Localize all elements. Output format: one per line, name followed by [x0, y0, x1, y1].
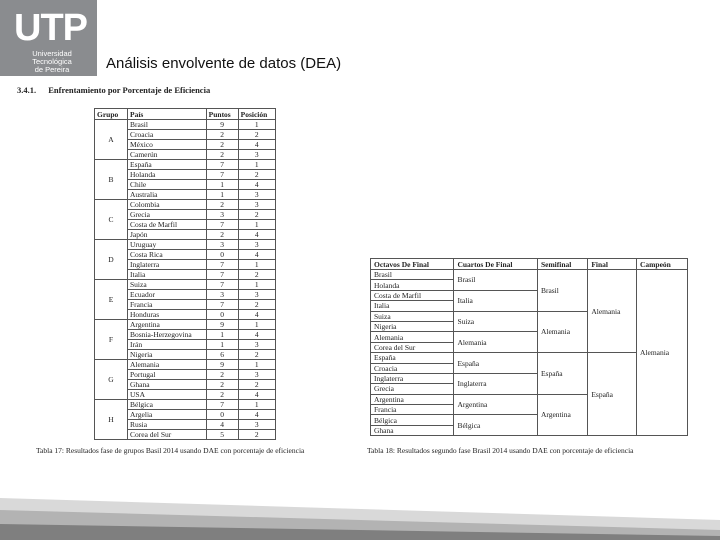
pais-cell: Argelia	[128, 410, 207, 420]
puntos-cell: 0	[206, 410, 238, 420]
puntos-cell: 1	[206, 180, 238, 190]
pais-cell: Irán	[128, 340, 207, 350]
posicion-cell: 2	[238, 170, 275, 180]
posicion-cell: 3	[238, 340, 275, 350]
posicion-cell: 1	[238, 220, 275, 230]
university-logo	[0, 0, 97, 76]
knockout-table	[370, 258, 688, 436]
pais-cell: Inglaterra	[128, 260, 207, 270]
octavos-cell: Nigeria	[371, 321, 454, 331]
posicion-cell: 4	[238, 330, 275, 340]
pais-cell: Italia	[128, 270, 207, 280]
pais-cell: Rusia	[128, 420, 207, 430]
puntos-cell: 3	[206, 240, 238, 250]
cuartos-cell: Inglaterra	[454, 373, 537, 394]
puntos-cell: 2	[206, 140, 238, 150]
posicion-cell: 3	[238, 290, 275, 300]
puntos-cell: 3	[206, 210, 238, 220]
posicion-cell: 2	[238, 430, 275, 440]
logo-mark: UTP	[14, 7, 87, 49]
header-final: Final	[588, 259, 637, 270]
puntos-cell: 9	[206, 120, 238, 130]
group-cell: E	[95, 280, 128, 320]
final-cell: Alemania	[588, 270, 637, 353]
puntos-cell: 3	[206, 290, 238, 300]
octavos-cell: Argentina	[371, 394, 454, 404]
header-cuartos: Cuartos De Final	[454, 259, 537, 270]
group-cell: B	[95, 160, 128, 200]
semifinal-cell: Brasil	[537, 270, 587, 312]
posicion-cell: 2	[238, 210, 275, 220]
table-row	[95, 280, 276, 290]
cuartos-cell: Bélgica	[454, 415, 537, 436]
puntos-cell: 7	[206, 270, 238, 280]
footer-decoration	[0, 480, 720, 540]
posicion-cell: 2	[238, 300, 275, 310]
posicion-cell: 4	[238, 230, 275, 240]
pais-cell: Honduras	[128, 310, 207, 320]
posicion-cell: 4	[238, 140, 275, 150]
puntos-cell: 2	[206, 130, 238, 140]
cuartos-cell: Argentina	[454, 394, 537, 415]
pais-cell: USA	[128, 390, 207, 400]
table-row	[95, 400, 276, 410]
posicion-cell: 3	[238, 370, 275, 380]
header-semifinal: Semifinal	[537, 259, 587, 270]
posicion-cell: 2	[238, 130, 275, 140]
cuartos-cell: Suiza	[454, 311, 537, 332]
puntos-cell: 2	[206, 370, 238, 380]
puntos-cell: 1	[206, 340, 238, 350]
posicion-cell: 4	[238, 180, 275, 190]
puntos-cell: 7	[206, 280, 238, 290]
table-row	[95, 200, 276, 210]
octavos-cell: Alemania	[371, 332, 454, 342]
pais-cell: Portugal	[128, 370, 207, 380]
puntos-cell: 2	[206, 380, 238, 390]
posicion-cell: 3	[238, 150, 275, 160]
octavos-cell: Francia	[371, 405, 454, 415]
pais-cell: Camerún	[128, 150, 207, 160]
pais-cell: Alemania	[128, 360, 207, 370]
posicion-cell: 1	[238, 360, 275, 370]
posicion-cell: 1	[238, 320, 275, 330]
table-row	[95, 360, 276, 370]
section-title: Enfrentamiento por Porcentaje de Eficiencia	[48, 85, 211, 95]
pais-cell: Suiza	[128, 280, 207, 290]
header-grupo: Grupo	[95, 109, 128, 120]
header-octavos: Octavos De Final	[371, 259, 454, 270]
puntos-cell: 1	[206, 190, 238, 200]
puntos-cell: 2	[206, 390, 238, 400]
posicion-cell: 2	[238, 270, 275, 280]
pais-cell: Corea del Sur	[128, 430, 207, 440]
table-row	[95, 160, 276, 170]
pais-cell: Brasil	[128, 120, 207, 130]
pais-cell: Ecuador	[128, 290, 207, 300]
puntos-cell: 7	[206, 400, 238, 410]
cuartos-cell: Italia	[454, 290, 537, 311]
posicion-cell: 2	[238, 380, 275, 390]
octavos-cell: Grecia	[371, 384, 454, 394]
semifinal-cell: Alemania	[537, 311, 587, 353]
octavos-cell: Inglaterra	[371, 373, 454, 383]
octavos-cell: Brasil	[371, 270, 454, 280]
posicion-cell: 4	[238, 310, 275, 320]
group-cell: A	[95, 120, 128, 160]
posicion-cell: 4	[238, 250, 275, 260]
posicion-cell: 2	[238, 350, 275, 360]
group-cell: H	[95, 400, 128, 440]
logo-subtitle-line2: de Pereira	[34, 65, 70, 74]
puntos-cell: 0	[206, 250, 238, 260]
group-cell: F	[95, 320, 128, 360]
puntos-cell: 7	[206, 170, 238, 180]
posicion-cell: 1	[238, 160, 275, 170]
posicion-cell: 3	[238, 420, 275, 430]
octavos-cell: Suiza	[371, 311, 454, 321]
pais-cell: México	[128, 140, 207, 150]
posicion-cell: 3	[238, 240, 275, 250]
logo-subtitle	[12, 50, 92, 74]
posicion-cell: 1	[238, 120, 275, 130]
puntos-cell: 9	[206, 320, 238, 330]
octavos-cell: Costa de Marfil	[371, 290, 454, 300]
puntos-cell: 7	[206, 220, 238, 230]
posicion-cell: 1	[238, 260, 275, 270]
header-posicion: Posición	[238, 109, 275, 120]
puntos-cell: 2	[206, 230, 238, 240]
cuartos-cell: Alemania	[454, 332, 537, 353]
pais-cell: Bélgica	[128, 400, 207, 410]
table-row	[95, 240, 276, 250]
pais-cell: Bosnia-Herzegovina	[128, 330, 207, 340]
pais-cell: Australia	[128, 190, 207, 200]
octavos-cell: España	[371, 353, 454, 363]
table-row	[95, 120, 276, 130]
pais-cell: Holanda	[128, 170, 207, 180]
cuartos-cell: Brasil	[454, 270, 537, 291]
pais-cell: Colombia	[128, 200, 207, 210]
posicion-cell: 4	[238, 390, 275, 400]
puntos-cell: 7	[206, 300, 238, 310]
puntos-cell: 4	[206, 420, 238, 430]
table-row	[95, 320, 276, 330]
group-cell: G	[95, 360, 128, 400]
section-number: 3.4.1.	[17, 85, 37, 95]
puntos-cell: 5	[206, 430, 238, 440]
octavos-cell: Corea del Sur	[371, 342, 454, 352]
cuartos-cell: España	[454, 353, 537, 374]
pais-cell: Croacia	[128, 130, 207, 140]
table-header-row	[95, 109, 276, 120]
header-campeon: Campeón	[636, 259, 687, 270]
pais-cell: España	[128, 160, 207, 170]
puntos-cell: 6	[206, 350, 238, 360]
slide-title: Análisis envolvente de datos (DEA)	[106, 55, 342, 72]
table-row	[371, 270, 688, 280]
posicion-cell: 1	[238, 280, 275, 290]
pais-cell: Uruguay	[128, 240, 207, 250]
pais-cell: Francia	[128, 300, 207, 310]
table18-caption: Tabla 18: Resultados segundo fase Brasil 2014 usando DAE con porcentaje de eficiencia	[367, 446, 634, 455]
octavos-cell: Italia	[371, 301, 454, 311]
puntos-cell: 1	[206, 330, 238, 340]
pais-cell: Costa de Marfil	[128, 220, 207, 230]
group-cell: C	[95, 200, 128, 240]
posicion-cell: 3	[238, 190, 275, 200]
octavos-cell: Croacia	[371, 363, 454, 373]
posicion-cell: 3	[238, 200, 275, 210]
header-puntos: Puntos	[206, 109, 238, 120]
semifinal-cell: Argentina	[537, 394, 587, 436]
header-pais: País	[128, 109, 207, 120]
pais-cell: Japón	[128, 230, 207, 240]
octavos-cell: Ghana	[371, 425, 454, 435]
campeon-cell: Alemania	[636, 270, 687, 436]
table-header-row	[371, 259, 688, 270]
pais-cell: Ghana	[128, 380, 207, 390]
logo-subtitle-line1: Universidad Tecnológica	[32, 49, 72, 66]
pais-cell: Costa Rica	[128, 250, 207, 260]
puntos-cell: 0	[206, 310, 238, 320]
puntos-cell: 7	[206, 160, 238, 170]
table17-caption: Tabla 17: Resultados fase de grupos Basil 2014 usando DAE con porcentaje de eficiencia	[36, 446, 305, 455]
puntos-cell: 2	[206, 150, 238, 160]
posicion-cell: 4	[238, 410, 275, 420]
pais-cell: Grecia	[128, 210, 207, 220]
semifinal-cell: España	[537, 353, 587, 395]
puntos-cell: 7	[206, 260, 238, 270]
group-stage-table	[94, 108, 276, 440]
section-heading	[17, 85, 210, 95]
posicion-cell: 1	[238, 400, 275, 410]
octavos-cell: Holanda	[371, 280, 454, 290]
pais-cell: Chile	[128, 180, 207, 190]
group-cell: D	[95, 240, 128, 280]
pais-cell: Nigeria	[128, 350, 207, 360]
puntos-cell: 9	[206, 360, 238, 370]
puntos-cell: 2	[206, 200, 238, 210]
pais-cell: Argentina	[128, 320, 207, 330]
octavos-cell: Bélgica	[371, 415, 454, 425]
final-cell: España	[588, 353, 637, 436]
